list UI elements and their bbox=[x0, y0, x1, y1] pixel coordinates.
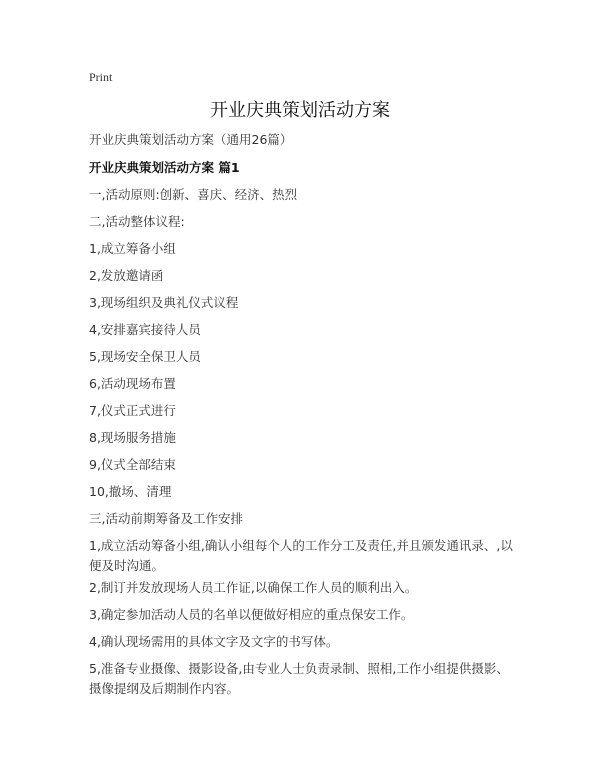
agenda-item: 8,现场服务措施 bbox=[89, 430, 176, 445]
agenda-item: 9,仪式全部结束 bbox=[89, 457, 176, 472]
print-link[interactable]: Print bbox=[89, 70, 113, 84]
subtitle: 开业庆典策划活动方案（通用26篇） bbox=[89, 132, 293, 147]
prep-item: 5,准备专业摄像、摄影设备,由专业人士负责录制、照相,工作小组提供摄影、摄像提纲及后期制作内容。 bbox=[89, 661, 509, 696]
page-title: 开业庆典策划活动方案 bbox=[210, 100, 390, 121]
agenda-item: 2,发放邀请函 bbox=[89, 268, 164, 283]
agenda-item: 6,活动现场布置 bbox=[89, 376, 176, 391]
agenda-item: 4,安排嘉宾接待人员 bbox=[89, 322, 201, 337]
prep-heading: 三,活动前期筹备及工作安排 bbox=[89, 511, 243, 526]
agenda-item: 10,撤场、清理 bbox=[89, 484, 172, 499]
prep-item: 1,成立活动筹备小组,确认小组每个人的工作分工及责任,并且颁发通讯录、,以便及时沟通。 bbox=[89, 538, 513, 573]
prep-item: 3,确定参加活动人员的名单以便做好相应的重点保安工作。 bbox=[89, 607, 414, 622]
agenda-item: 7,仪式正式进行 bbox=[89, 403, 176, 418]
agenda-item: 1,成立筹备小组 bbox=[89, 241, 176, 256]
agenda-item: 5,现场安全保卫人员 bbox=[89, 349, 201, 364]
section-heading: 开业庆典策划活动方案 篇1 bbox=[89, 160, 240, 175]
agenda-heading: 二,活动整体议程: bbox=[89, 214, 185, 229]
prep-item: 2,制订并发放现场人员工作证,以确保工作人员的顺利出入。 bbox=[89, 580, 418, 595]
principles-line: 一,活动原则:创新、喜庆、经济、热烈 bbox=[89, 187, 298, 202]
agenda-item: 3,现场组织及典礼仪式议程 bbox=[89, 295, 239, 310]
prep-item: 4,确认现场需用的具体文字及文字的书写体。 bbox=[89, 634, 339, 649]
